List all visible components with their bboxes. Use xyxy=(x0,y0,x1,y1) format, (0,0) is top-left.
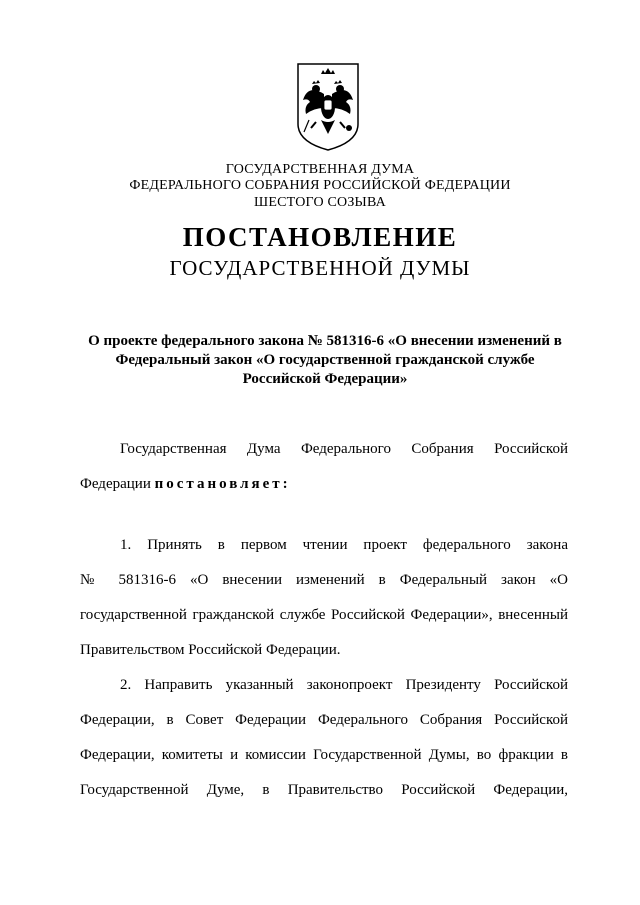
item-1-paragraph xyxy=(80,528,568,668)
subject-line-2: Федеральный закон «О государственной гражданской службе xyxy=(115,352,535,368)
item-2-line-3: Федерации, комитеты и комиссии Государственной Думы, во фракции в xyxy=(80,747,568,763)
double-headed-eagle-emblem xyxy=(294,62,362,152)
item-1-line-2: № 581316-6 «О внесении изменений в Федеральный закон «О xyxy=(80,572,568,588)
item-1-line-4: Правительством Российской Федерации. xyxy=(80,642,341,658)
preamble-line-2-start: Федерации xyxy=(80,476,155,492)
preamble-line-1: Государственная Дума Федерального Собрания Российской xyxy=(120,441,568,457)
convocation-line: ШЕСТОГО СОЗЫВА xyxy=(254,195,386,210)
document-subtitle: ГОСУДАРСТВЕННОЙ ДУМЫ xyxy=(169,256,471,280)
item-2-paragraph xyxy=(80,668,568,808)
item-2-line-4: Государственной Думе, в Правительство Российской Федерации, xyxy=(80,782,568,798)
item-2-line-2: Федерации, в Совет Федерации Федерального Собрания Российской xyxy=(80,712,568,728)
document-title: ПОСТАНОВЛЕНИЕ xyxy=(182,222,458,252)
preamble-paragraph xyxy=(80,432,568,502)
item-2-line-1: 2. Направить указанный законопроект Президенту Российской xyxy=(120,677,568,693)
institution-name-line-2: ФЕДЕРАЛЬНОГО СОБРАНИЯ РОССИЙСКОЙ ФЕДЕРАЦИИ xyxy=(129,178,511,193)
item-1-line-1: 1. Принять в первом чтении проект федерального закона xyxy=(120,537,568,553)
institution-name-line-1: ГОСУДАРСТВЕННАЯ ДУМА xyxy=(225,162,415,177)
preamble-line-2 xyxy=(80,467,568,502)
subject-line-3: Российской Федерации» xyxy=(242,371,408,387)
document-subject xyxy=(80,332,570,389)
subject-line-1: О проекте федерального закона № 581316-6 «О внесении изменений в xyxy=(88,333,562,349)
decree-verb: постановляет: xyxy=(154,476,291,492)
item-1-line-3: государственной гражданской службе Российской Федерации», внесенный xyxy=(80,607,568,623)
